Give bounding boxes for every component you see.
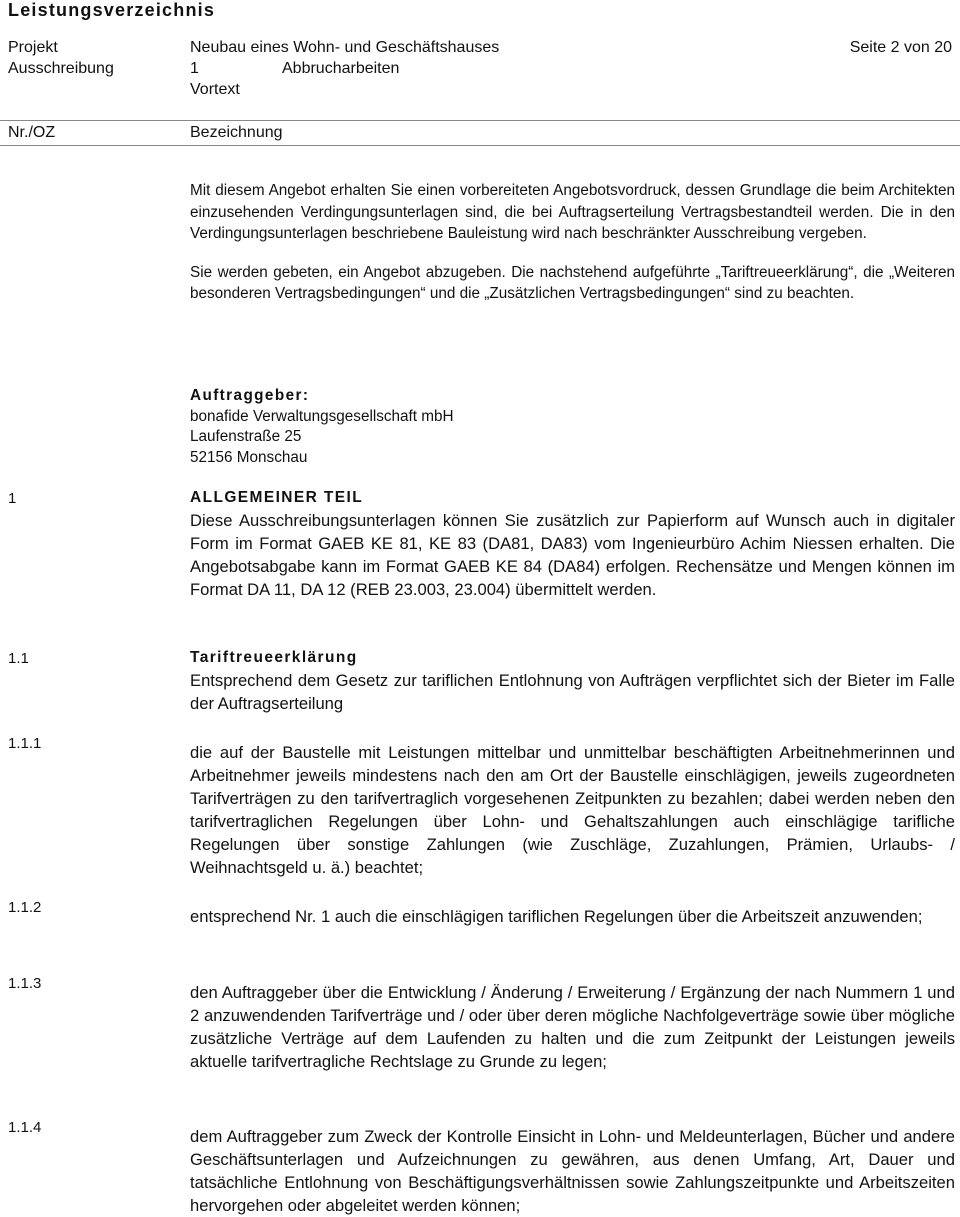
intro-text bbox=[190, 180, 955, 305]
projekt-value: Neubau eines Wohn- und Geschäftshauses bbox=[190, 39, 500, 56]
client-street: Laufenstraße 25 bbox=[190, 428, 302, 445]
section-text: den Auftraggeber über die Entwicklung / Änderung / Erweiterung / Ergänzung der nach Nummern 1 und 2 anzuwendenden Tarifverträge und / oder über deren mögliche Nachfolgeverträge sowie über mögliche zusätzliche Verträge auf dem Laufenden zu halten und die zum Zeitpunkt der Leistungen jeweils aktuelle tarifvertragliche Rechtslage zu Grunde zu legen; bbox=[190, 983, 955, 1071]
document-title: Leistungsverzeichnis bbox=[8, 0, 216, 20]
section-heading: Tariftreueerklärung bbox=[190, 649, 358, 666]
section-text: Diese Ausschreibungsunterlagen können Sie zusätzlich zur Papierform auf Wunsch auch in digitaler Form im Format GAEB KE 81, KE 83 (DA81, DA83) vom Ingenieurbüro Achim Niessen erhalten. Die Angebotsabgabe kann im Format GAEB KE 84 (DA84) erfolgen. Rechensätze und Mengen können im Format DA 11, DA 12 (REB 23.003, 23.004) übermittelt werden. bbox=[190, 511, 955, 599]
section-number: 1.1 bbox=[8, 650, 29, 667]
projekt-label: Projekt bbox=[8, 39, 58, 56]
section-number: 1.1.2 bbox=[8, 899, 42, 916]
ausschreibung-nr: 1 bbox=[190, 60, 199, 77]
ausschreibung-name: Abbrucharbeiten bbox=[282, 60, 400, 77]
section-text: dem Auftraggeber zum Zweck der Kontrolle Einsicht in Lohn- und Meldeunterlagen, Bücher und andere Geschäftsunterlagen und Aufzeichnungen zu gewähren, aus denen Umfang, Art, Dauer und tatsächliche Entlohnung von Beschäftigungsverhältnissen sowie Zahlungszeitpunkte und Arbeitszeiten hervorgehen oder abgeleitet werden können; bbox=[190, 1127, 955, 1215]
ausschreibung-label: Ausschreibung bbox=[8, 60, 114, 77]
section-text: Entsprechend dem Gesetz zur tariflichen Entlohnung von Aufträgen verpflichtet sich der Bieter im Falle der Auftragserteilung bbox=[190, 671, 955, 713]
vortext-label: Vortext bbox=[190, 81, 240, 98]
client-label: Auftraggeber: bbox=[190, 387, 310, 404]
divider bbox=[0, 120, 960, 121]
client-city: 52156 Monschau bbox=[190, 448, 308, 466]
section-text: die auf der Baustelle mit Leistungen mittelbar und unmittelbar beschäftigten Arbeitnehmerinnen und Arbeitnehmer jeweils mindestens nach den am Ort der Baustelle einschlägigen, jeweils zugeordneten Tarifverträgen zu den tarifvertraglich vorgesehenen Zeitpunkten zu bezahlen; dabei werden neben den tarifvertraglichen Regelungen über Lohn- und Gehaltszahlungen auch einschlägige tarifliche Regelungen über sonstige Zahlungen (wie Zuschläge, Zuzahlungen, Prämien, Urlaubs- / Weihnachtsgeld u. ä.) beachtet; bbox=[190, 743, 955, 877]
section-number: 1.1.4 bbox=[8, 1119, 42, 1136]
section-number: 1.1.1 bbox=[8, 735, 42, 752]
section-heading: ALLGEMEINER TEIL bbox=[190, 489, 364, 506]
page-number: Seite 2 von 20 bbox=[849, 39, 952, 56]
intro-paragraph: Sie werden gebeten, ein Angebot abzugeben. Die nachstehend aufgeführte „Tariftreueerklärung“, die „Weiteren besonderen Vertragsbedingungen“ und die „Zusätzlichen Vertragsbedingungen“ sind zu beachten. bbox=[190, 263, 955, 302]
section-tariftreueerklaerung bbox=[190, 646, 955, 715]
client-name: bonafide Verwaltungsgesellschaft mbH bbox=[190, 407, 454, 425]
section-allgemeiner-teil bbox=[190, 486, 955, 601]
column-header-nr: Nr./OZ bbox=[8, 124, 56, 141]
client-block bbox=[190, 386, 454, 468]
column-header-bezeichnung: Bezeichnung bbox=[190, 124, 283, 141]
divider bbox=[0, 145, 960, 146]
section-number: 1.1.3 bbox=[8, 975, 42, 992]
section-text: entsprechend Nr. 1 auch die einschlägigen tariflichen Regelungen über die Arbeitszeit anzuwenden; bbox=[190, 907, 923, 926]
intro-paragraph: Mit diesem Angebot erhalten Sie einen vorbereiteten Angebotsvordruck, dessen Grundlage die beim Architekten einzusehenden Verdingungsunterlagen sind, die bei Auftragserteilung Vertragsbestandteil werden. Die in den Verdingungsunterlagen beschriebene Bauleistung wird nach beschränkter Ausschreibung vergeben. bbox=[190, 182, 955, 242]
section-number: 1 bbox=[8, 490, 17, 507]
